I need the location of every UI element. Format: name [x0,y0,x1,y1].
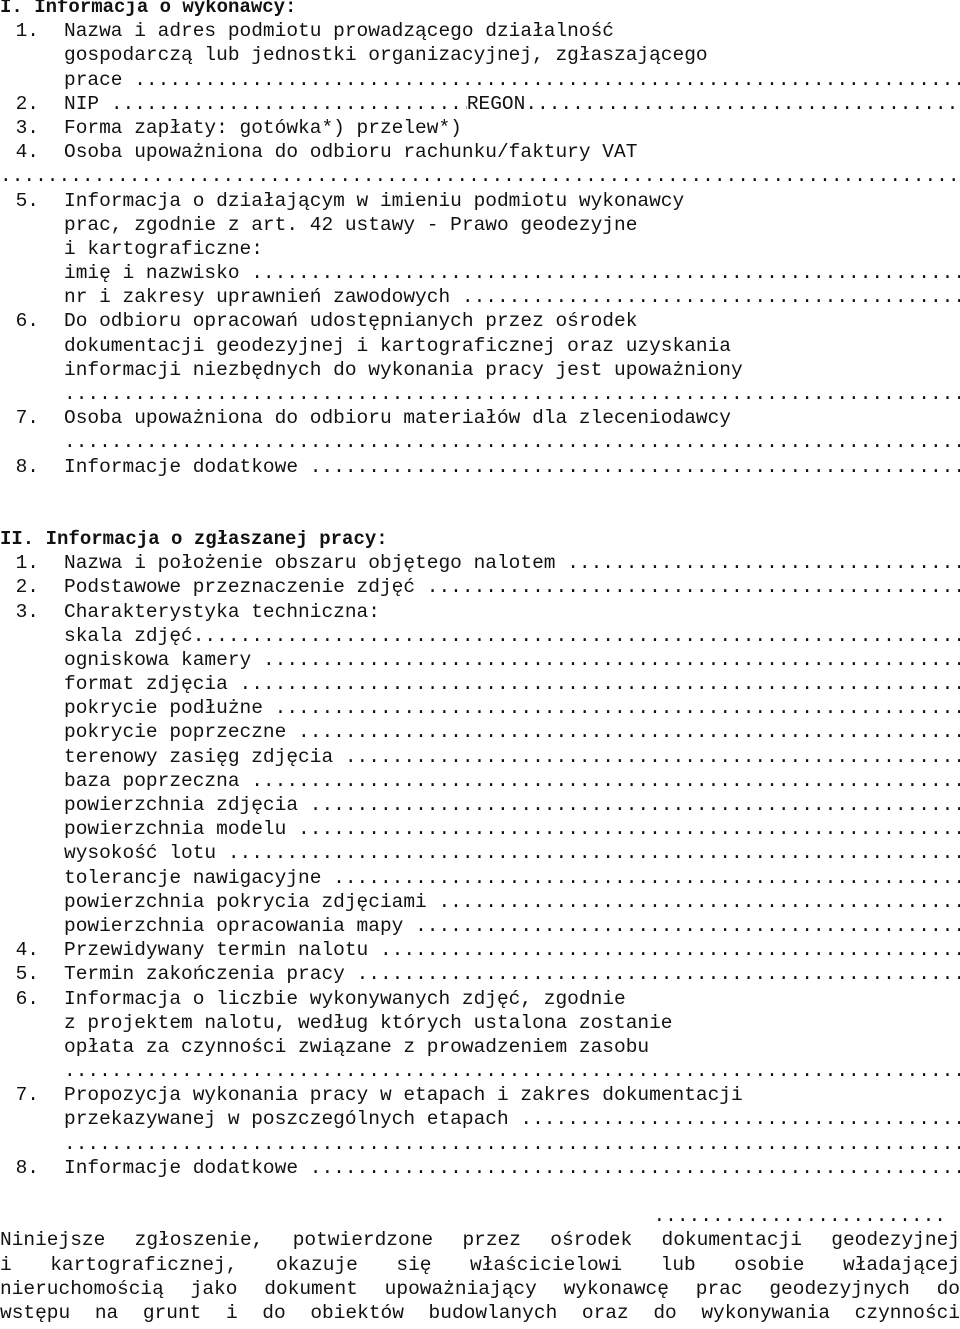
nip-label: NIP [64,92,100,115]
fill-in-dots [357,962,960,986]
section-1-heading: I. Informacja o wykonawcy: [0,0,297,18]
fill-in-dots [380,938,960,962]
fill-in-dots [567,551,960,575]
technical-param-row [0,914,960,938]
fill-in-dots [64,1132,960,1156]
fill-in-dots [193,624,960,648]
section-spacer [0,479,960,503]
s2-item6-line3 [0,1035,960,1059]
s1-item3-number: 3. [15,116,39,139]
technical-param-row [0,817,960,841]
additional-info-label: Informacje dodatkowe [64,455,299,478]
s1-item1-text-line3: prace [64,68,123,91]
technical-param-label: wysokość lotu [64,842,217,865]
s1-item6-line1 [0,309,960,333]
fill-in-dots [310,455,960,479]
s1-item5-line4 [0,261,960,285]
technical-params-list [0,624,960,938]
s1-item8-number: 8. [15,455,39,478]
technical-param-label: skala zdjęć [64,624,193,647]
s1-item6-text-line3: informacji niezbędnych do wykonania pracy jest upoważniony [64,358,743,381]
technical-param-row [0,696,960,720]
s1-item2-number: 2. [15,92,39,115]
technical-param-label: powierzchnia zdjęcia [64,794,299,816]
s1-item6-line2 [0,334,960,358]
s2-item4-number: 4. [15,939,39,962]
section-2-heading: II. Informacja o zgłaszanej pracy: [0,527,388,550]
s1-item7-dots-line [0,430,960,454]
s2-item7-text-line1: Propozycja wykonania pracy w etapach i zakres dokumentacji [64,1084,743,1107]
s1-item2-line [0,92,960,116]
s1-item5-line2 [0,213,960,237]
s1-item5-line5 [0,285,960,309]
s1-item6-line3 [0,358,960,382]
s2-item1-number: 1. [15,552,39,575]
signature-dots: ......................... [653,1205,946,1228]
s2-item8-number: 8. [15,1156,39,1179]
fill-in-dots [251,261,960,285]
s2-item6-line1 [0,987,960,1011]
s1-item5-text-line3: i kartograficzne: [64,237,263,260]
s2-item3-number: 3. [15,600,39,623]
technical-param-row [0,769,960,793]
technical-param-row [0,841,960,865]
footer-line: Niniejsze zgłoszenie, potwierdzone przez ośrodek dokumentacji geodezyjnej [0,1229,960,1252]
regon-label: REGON [466,92,526,115]
s2-item7-number: 7. [15,1084,39,1107]
s1-item5-number: 5. [15,189,39,212]
fill-in-dots [298,817,960,841]
technical-param-label: powierzchnia pokrycia zdjęciami [64,890,427,913]
s2-item5-line [0,962,960,986]
s1-item1-text-line2: gospodarczą lub jednostki organizacyjnej, zgłaszającego [64,44,708,67]
qualifications-label: nr i zakresy uprawnień zawodowych [64,286,451,309]
fill-in-dots [228,841,960,865]
fill-in-dots [310,1156,960,1180]
s2-item1-line [0,551,960,575]
footer-statement [0,1228,960,1325]
s1-item1-line3 [0,68,960,92]
completion-date-label: Termin zakończenia pracy [64,963,345,986]
s1-item1-number: 1. [15,20,39,43]
technical-param-label: baza poprzeczna [64,769,240,792]
technical-param-label: tolerancje nawigacyjne [64,866,322,889]
fill-in-dots [438,890,960,914]
s2-item2-line [0,575,960,599]
regon-dots [525,92,960,116]
s2-item3-line [0,600,960,624]
invoice-recipient-label: Osoba upoważniona do odbioru rachunku/faktury VAT [64,141,638,164]
s1-item6-dots-line [0,382,960,406]
additional-info-label: Informacje dodatkowe [64,1156,299,1179]
s1-item5-text-line1: Informacja o działającym w imieniu podmiotu wykonawcy [64,189,685,212]
technical-param-row [0,720,960,744]
fill-in-dots [263,648,960,672]
fill-in-dots [275,696,960,720]
fill-in-dots [415,914,960,938]
technical-param-row [0,793,960,817]
flight-area-label: Nazwa i położenie obszaru objętego nalotem [64,552,556,575]
technical-param-label: pokrycie poprzeczne [64,721,287,744]
technical-param-row [0,624,960,648]
technical-param-row [0,890,960,914]
technical-param-row [0,745,960,769]
s2-item6-dots-line [0,1059,960,1083]
technical-param-label: terenowy zasięg zdjęcia [64,745,334,768]
fill-in-dots [345,745,960,769]
fill-in-dots [310,793,960,817]
technical-param-row [0,648,960,672]
s1-item3-line [0,116,960,140]
s2-item6-text-line3: opłata za czynności związane z prowadzeniem zasobu [64,1035,650,1058]
technical-spec-label: Charakterystyka techniczna: [64,600,380,623]
s2-item6-line2 [0,1011,960,1035]
section-spacer [0,1180,960,1204]
fill-in-dots [64,430,960,454]
s2-item6-text-line1: Informacja o liczbie wykonywanych zdjęć, zgodnie [64,987,626,1010]
footer-line: i kartograficznej, okazuje się właścicielowi lub osobie władającej [0,1253,960,1276]
section-spacer [0,503,960,527]
s2-item7-dots-line [0,1132,960,1156]
technical-param-label: ogniskowa kamery [64,648,252,671]
fill-in-dots [64,1059,960,1083]
s1-item7-number: 7. [15,407,39,430]
s1-item4-number: 4. [15,141,39,164]
technical-param-label: powierzchnia modelu [64,818,287,841]
s1-item5-line1 [0,189,960,213]
fill-in-dots [240,672,960,696]
s1-item6-text-line2: dokumentacji geodezyjnej i kartograficznej oraz uzyskania [64,334,732,357]
fill-in-dots [0,164,960,188]
s2-item7-line2 [0,1107,960,1131]
payment-form-label: Forma zapłaty: gotówka*) przelew*) [64,116,462,139]
materials-recipient-label: Osoba upoważniona do odbioru materiałów dla zleceniodawcy [64,407,732,430]
fill-in-dots [251,769,960,793]
s2-item8-line [0,1156,960,1180]
s2-item7-text-line2: przekazywanej w poszczególnych etapach [64,1108,509,1131]
technical-param-row [0,866,960,890]
footer-line: nieruchomością jako dokument upoważniający wykonawcę prac geodezyjnych do [0,1277,960,1300]
fill-in-dots [333,866,960,890]
technical-param-label: powierzchnia opracowania mapy [64,914,404,937]
s1-item1-text-line1: Nazwa i adres podmiotu prowadzącego działalność [64,20,614,43]
photo-purpose-label: Podstawowe przeznaczenie zdjęć [64,576,416,599]
s1-item7-line [0,406,960,430]
fill-in-dots [298,720,960,744]
technical-param-label: pokrycie podłużne [64,697,263,720]
fill-in-dots [427,575,960,599]
s1-item4-dots-line [0,164,960,188]
fill-in-dots [64,382,960,406]
technical-param-row [0,672,960,696]
s1-item5-line3 [0,237,960,261]
nip-dots [111,92,467,116]
s1-item5-text-line2: prac, zgodnie z art. 42 ustawy - Prawo geodezyjne [64,213,638,236]
s2-item5-number: 5. [15,963,39,986]
technical-param-label: format zdjęcia [64,673,228,696]
s1-item1-line2 [0,43,960,67]
name-surname-label: imię i nazwisko [64,262,240,285]
footer-line: wstępu na grunt i do obiektów budowlanych oraz do wykonywania czynności [0,1301,960,1324]
s2-item4-line [0,938,960,962]
planned-flight-date-label: Przewidywany termin nalotu [64,939,369,962]
s2-item7-line1 [0,1083,960,1107]
s2-item6-text-line2: z projektem nalotu, według których ustalona zostanie [64,1011,673,1034]
fill-in-dots [520,1107,960,1131]
s1-item6-text-line1: Do odbioru opracowań udostępnianych przez ośrodek [64,310,638,333]
s2-item6-number: 6. [15,987,39,1010]
s1-item6-number: 6. [15,310,39,333]
s2-item2-number: 2. [15,576,39,599]
fill-in-dots [134,68,960,92]
s1-item1-line1 [0,19,960,43]
s1-item4-line [0,140,960,164]
s1-item8-line [0,455,960,479]
fill-in-dots [462,285,960,309]
